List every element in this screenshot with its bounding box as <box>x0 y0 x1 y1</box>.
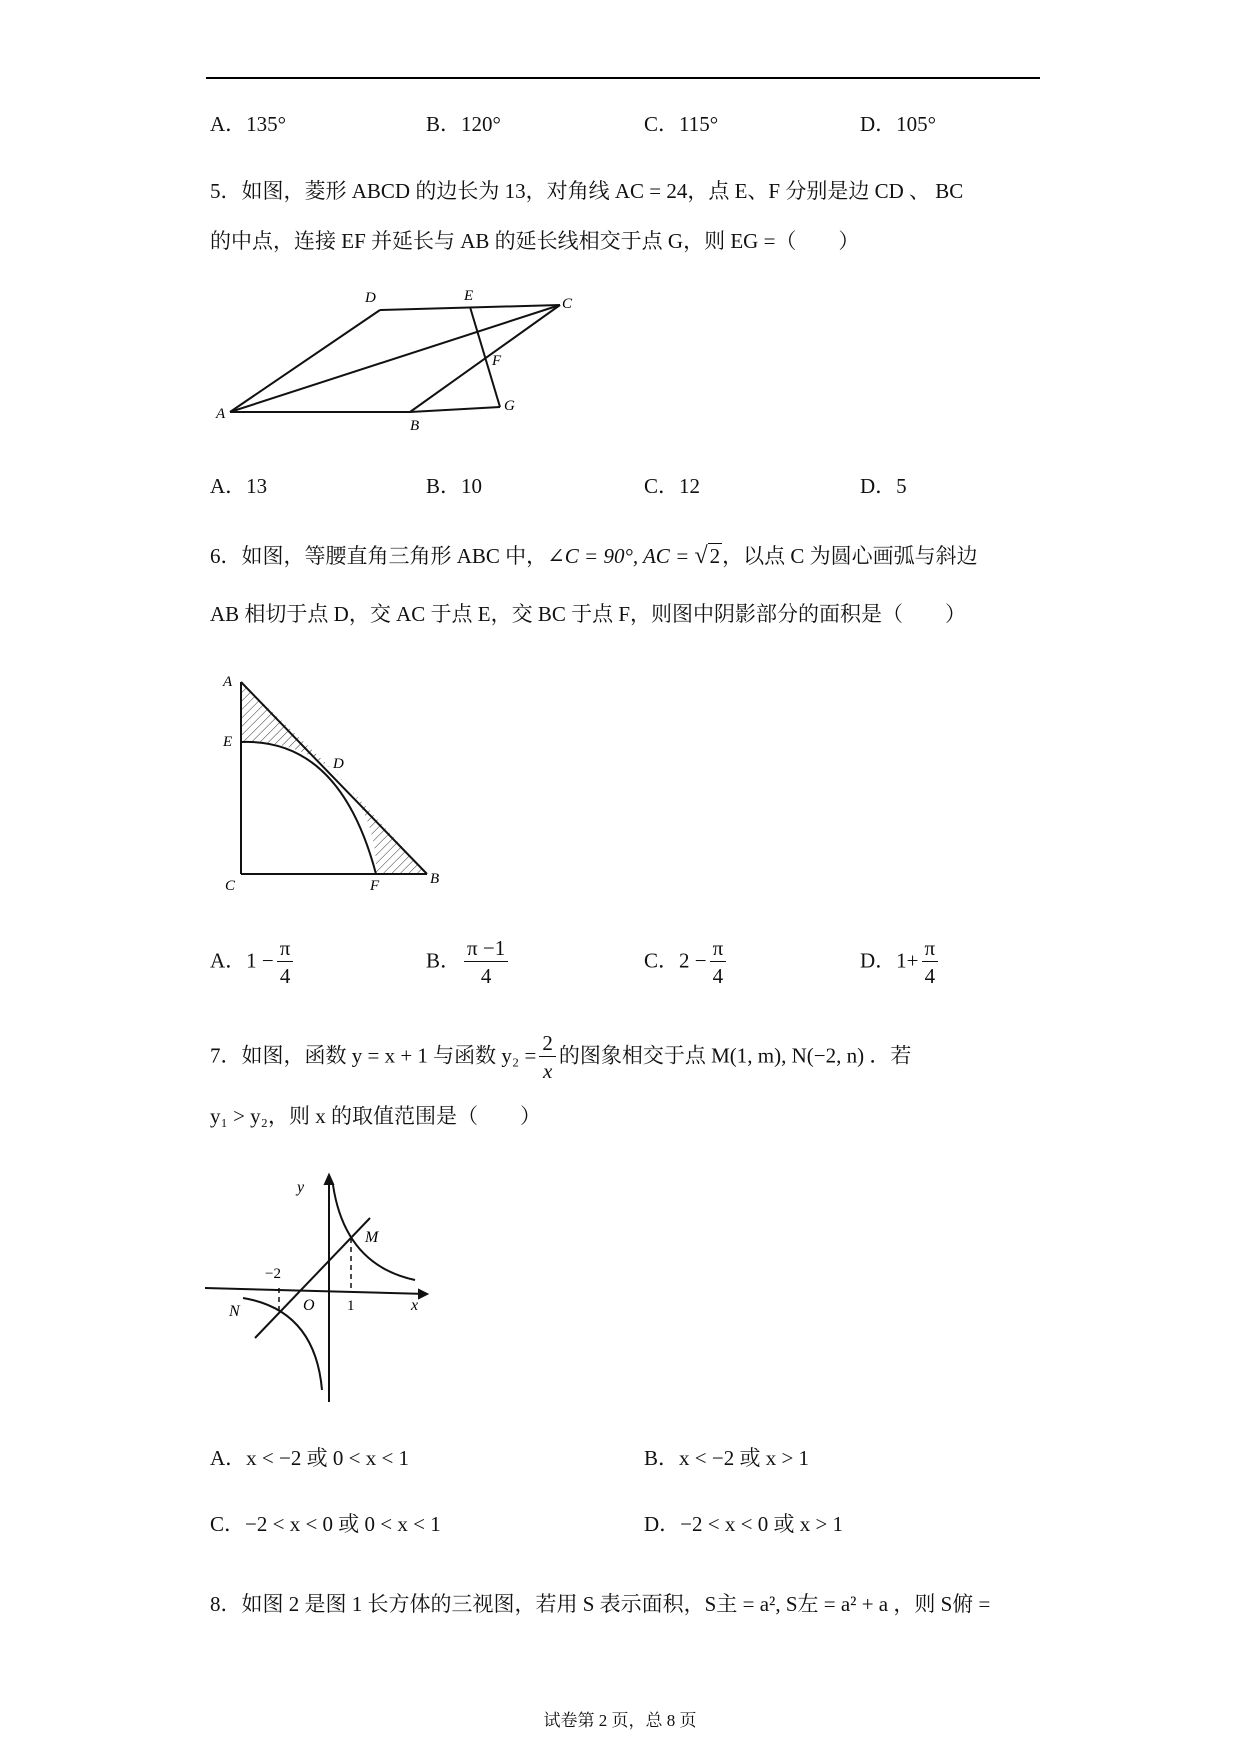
label-E: E <box>223 734 233 750</box>
label-neg2: −2 <box>265 1266 281 1282</box>
label-y: y <box>297 1179 305 1196</box>
label-B: B <box>430 871 440 887</box>
label-F: F <box>492 353 502 369</box>
label-1: 1 <box>347 1298 355 1314</box>
q5-option-c[interactable]: C．12 <box>644 474 701 498</box>
q5-text-line2: 的中点，连接 EF 并延长与 AB 的延长线相交于点 G，则 EG =（ ） <box>210 229 860 253</box>
q5-option-d[interactable]: D．5 <box>860 474 907 498</box>
label-C: C <box>225 878 236 894</box>
label-A: A <box>223 674 233 690</box>
label-D: D <box>365 290 376 306</box>
label-E: E <box>464 288 474 304</box>
q4-option-b[interactable]: B．120° <box>426 112 501 136</box>
header-rule <box>206 77 1040 79</box>
q7-option-d[interactable]: D．−2 < x < 0 或 x > 1 <box>644 1512 844 1536</box>
label-D: D <box>333 756 344 772</box>
label-M: M <box>365 1229 379 1246</box>
q7-option-a[interactable]: A．x < −2 或 0 < x < 1 <box>210 1446 410 1470</box>
sqrt-radicand: 2 <box>709 544 721 568</box>
q6-option-b[interactable]: B． $\frac{\pi -1}{4}$ <box>426 935 511 990</box>
q5-option-b[interactable]: B．10 <box>426 474 483 498</box>
label-A: A <box>216 406 226 422</box>
label-G: G <box>504 398 515 414</box>
q6-option-d[interactable]: D．1+ $\frac{\pi}{4}$ <box>860 935 941 990</box>
label-B: B <box>410 418 420 430</box>
q5-option-a[interactable]: A．13 <box>210 474 268 498</box>
q5-rhombus-figure <box>210 280 590 430</box>
q6-text-line1: 6．如图，等腰直角三角形 ABC 中，∠C = 90°, AC = √2，以点 C 为圆心画弧与斜边 <box>210 543 978 569</box>
q6-option-c[interactable]: C．2 − $\frac{\pi}{4}$ <box>644 935 729 990</box>
q4-option-a[interactable]: A．135° <box>210 112 287 136</box>
q5-text-line1: 5．如图，菱形 ABCD 的边长为 13，对角线 AC = 24，点 E、F 分别是边 CD 、 BC <box>210 179 964 203</box>
q7-function-graph <box>205 1170 445 1410</box>
label-C: C <box>562 296 573 312</box>
q7-text-line2: y₁ > y₂，则 x 的取值范围是（ ） <box>210 1104 541 1128</box>
q7-option-b[interactable]: B．x < −2 或 x > 1 <box>644 1446 810 1470</box>
page-footer: 试卷第 2 页，总 8 页 <box>543 1711 697 1730</box>
q4-option-d[interactable]: D．105° <box>860 112 937 136</box>
q7-text-line1: 7．如图，函数 y = x + 1 与函数 y₂ = $\frac{2}{x}$ 的图象相交于点 M(1, m), N(−2, n) ．若 <box>210 1031 912 1083</box>
q6-option-a[interactable]: A．1 − $\frac{\pi}{4}$ <box>210 935 296 990</box>
q6-text-line2: AB 相切于点 D，交 AC 于点 E，交 BC 于点 F，则图中阴影部分的面积是（ ） <box>210 602 967 626</box>
q8-text-line1: 8．如图 2 是图 1 长方体的三视图，若用 S 表示面积，S主 = a², S左 = a² + a ，则 S俯 = <box>210 1592 991 1616</box>
label-O: O <box>303 1297 315 1314</box>
q7-option-c[interactable]: C．−2 < x < 0 或 0 < x < 1 <box>210 1512 441 1536</box>
q4-option-c[interactable]: C．115° <box>644 112 719 136</box>
label-N: N <box>229 1303 240 1320</box>
label-x: x <box>411 1297 419 1314</box>
q6-triangle-figure <box>215 668 455 898</box>
label-F: F <box>370 878 380 894</box>
